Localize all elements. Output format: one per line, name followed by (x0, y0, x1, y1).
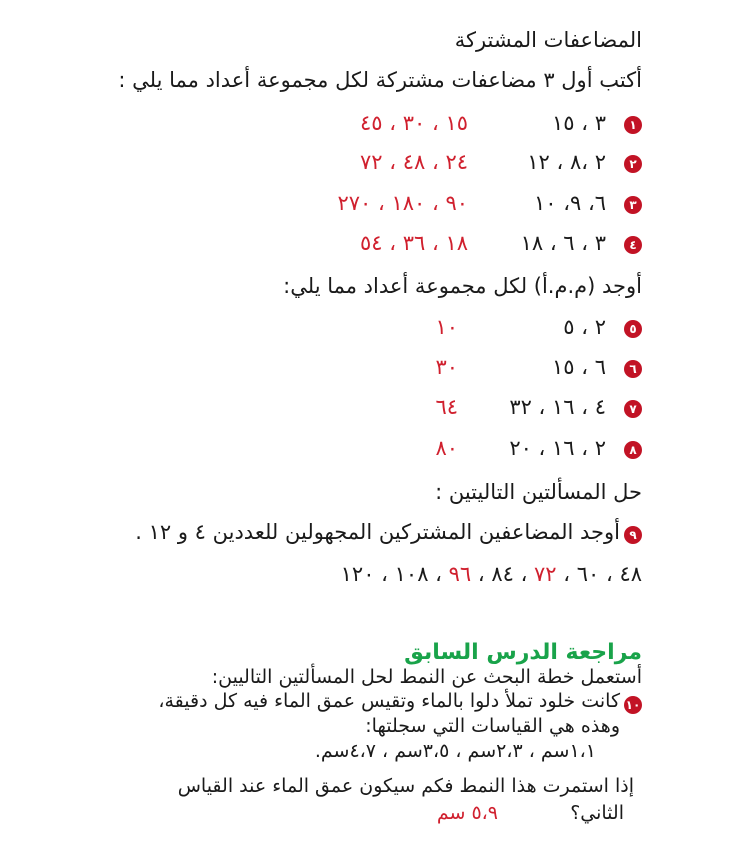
exercise-answer: ١٥ ، ٣٠ ، ٤٥ (360, 111, 468, 135)
review-answer: ٥،٩ سم (436, 802, 498, 824)
multiples-sequence (341, 562, 642, 586)
exercise-number-badge: ٥ (624, 320, 642, 338)
exercise-number-badge: ٣ (624, 196, 642, 214)
exercise-answer: ٦٤ (435, 395, 458, 419)
instruction-common-multiples: أكتب أول ٣ مضاعفات مشتركة لكل مجموعة أعداد مما يلي : (118, 68, 642, 92)
exercise-answer: ٩٠ ، ١٨٠ ، ٢٧٠ (337, 191, 468, 215)
exercise-answer: ١٠ (435, 315, 458, 339)
exercise-answer: ٨٠ (435, 436, 458, 460)
exercise-question: ٦ ، ١٥ (552, 355, 606, 379)
review-problem-line: كانت خلود تملأ دلوا بالماء وتقيس عمق الماء فيه كل دقيقة، (158, 690, 620, 712)
review-problem-line: وهذه هي القياسات التي سجلتها: (365, 715, 620, 737)
exercise-number-badge: ١ (624, 116, 642, 134)
exercise-answer: ١٨ ، ٣٦ ، ٥٤ (360, 231, 468, 255)
exercise-number-badge: ٦ (624, 360, 642, 378)
page-title: المضاعفات المشتركة (454, 28, 642, 52)
exercise-number-badge: ٤ (624, 236, 642, 254)
sequence-answer: ٩٦ (448, 562, 472, 586)
exercise-question: ٣ ، ١٥ (552, 111, 606, 135)
instruction-lcm: أوجد (م.م.أ) لكل مجموعة أعداد مما يلي: (283, 274, 642, 298)
exercise-question: ٢ ، ١٦ ، ٢٠ (509, 436, 606, 460)
exercise-number-badge: ٧ (624, 400, 642, 418)
sequence-part: ، ١٠٨ ، ١٢٠ (340, 562, 449, 586)
review-instruction: أستعمل خطة البحث عن النمط لحل المسألتين التاليين: (211, 666, 642, 688)
exercise-number-badge: ٨ (624, 441, 642, 459)
exercise-question: ٢ ، ٥ (563, 315, 606, 339)
sequence-part: ٤٨ ، ٦٠ ، (556, 562, 642, 586)
problem-number-badge: ٩ (624, 526, 642, 544)
problem-number-badge: ١٠ (625, 698, 641, 712)
exercise-answer: ٢٤ ، ٤٨ ، ٧٢ (360, 150, 468, 174)
instruction-solve-problems: حل المسألتين التاليتين : (435, 480, 642, 504)
exercise-answer: ٣٠ (435, 355, 458, 379)
review-question: إذا استمرت هذا النمط فكم سيكون عمق الماء عند القياس (177, 775, 634, 797)
review-question: الثاني؟ (570, 802, 624, 824)
exercise-question: ٤ ، ١٦ ، ٣٢ (509, 395, 606, 419)
review-title: مراجعة الدرس السابق (404, 640, 642, 665)
measurements-list: ١،١سم ، ٢،٣سم ، ٣،٥سم ، ٤،٧سم. (314, 740, 596, 762)
problem-statement: أوجد المضاعفين المشتركين المجهولين للعددين ٤ و ١٢ . (135, 520, 620, 544)
exercise-question: ٢ ،٨ ، ١٢ (527, 150, 606, 174)
exercise-number-badge: ٢ (624, 155, 642, 173)
exercise-question: ٣ ، ٦ ، ١٨ (520, 231, 606, 255)
exercise-question: ٦، ٩، ١٠ (533, 191, 606, 215)
sequence-answer: ٧٢ (534, 562, 557, 586)
sequence-part: ، ٨٤ ، (471, 562, 535, 586)
